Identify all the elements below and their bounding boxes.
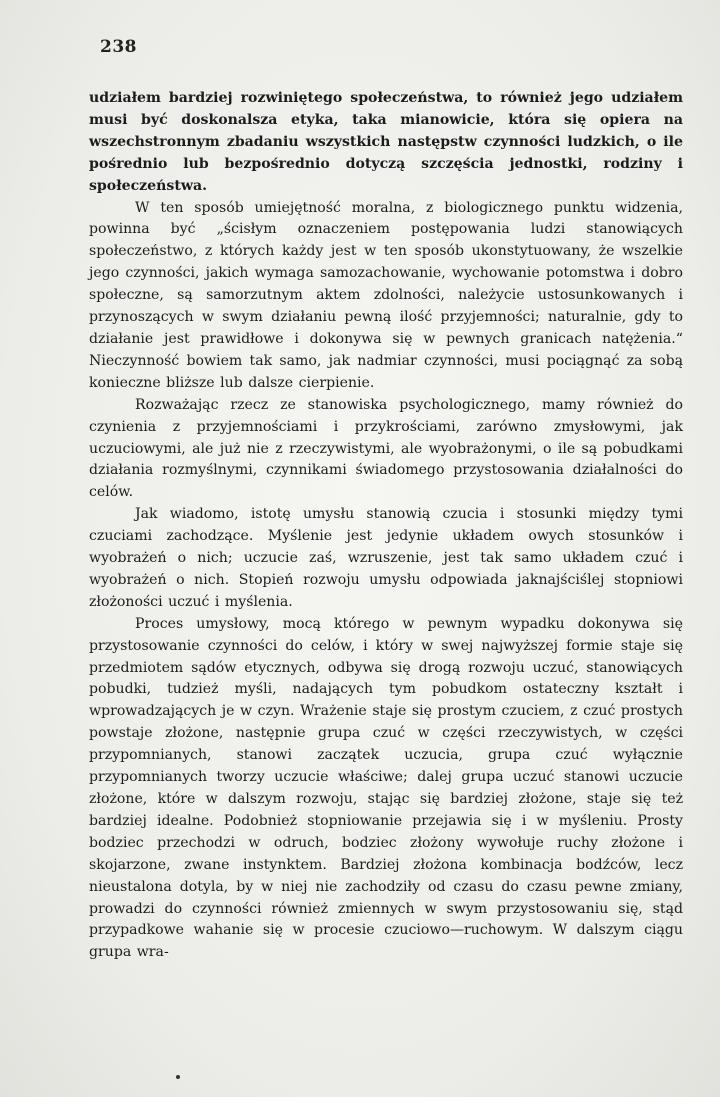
paragraph-3: Rozważając rzecz ze stanowiska psychologicznego, mamy również do czynienia z przyjemnościami i przykrościami, zarówno zmysłowymi, jak uczuciowymi, ale już nie z rzeczywistymi, ale wyobrażonymi, o ile są pobudkami działania rozmyślnymi, czynnikami świadomego przystosowania działalności do celów. — [89, 396, 683, 501]
paragraph-1: udziałem bardziej rozwiniętego społeczeństwa, to również jego udziałem musi być doskonalsza etyka, taka mianowicie, która się opiera na wszechstronnym zbadaniu wszystkich następstw czynności ludzkich, o ile pośrednio lub bezpośrednio dotyczą szczęścia jednostki, rodziny i społeczeństwa. — [89, 90, 683, 194]
body-text — [89, 88, 683, 964]
page-number: 238 — [100, 37, 137, 57]
paragraph-4: Jak wiadomo, istotę umysłu stanowią czucia i stosunki między tymi czuciami zachodzące. Myślenie jest jedynie układem owych stosunków i wyobrażeń o nich; uczucie zaś, wzruszenie, jest tak samo układem czuć i wyobrażeń o nich. Stopień rozwoju umysłu odpowiada jaknajściślej stopniowi złożoności uczuć i myślenia. — [89, 506, 683, 610]
ink-speck — [176, 1075, 180, 1079]
paragraph-5: Proces umysłowy, mocą którego w pewnym wypadku dokonywa się przystosowanie czynności do celów, i który w swej najwyższej formie staje się przedmiotem sądów etycznych, odbywa się drogą rozwoju uczuć, stanowiących pobudki, tudzież myśli, nadających tym pobudkom ostateczny kształt i wprowadzających je w czyn. Wrażenie staje się prostym czuciem, z czuć prostych powstaje złożone, następnie grupa czuć w części rzeczywistych, w części przypomnianych, stanowi zaczątek uczucia, grupa czuć wyłącznie przypomnianych tworzy uczucie właściwe; dalej grupa uczuć stanowi uczucie złożone, które w dalszym rozwoju, stając się bardziej złożone, staje się też bardziej idealne. Podobnież stopniowanie przejawia się i w myśleniu. Prosty bodziec przechodzi w odruch, bodziec złożony wywołuje ruchy złożone i skojarzone, zwane instynktem. Bardziej złożona kombinacja bodźców, lecz nieustalona dotyla, by w niej nie zachodziły od czasu do czasu pewne zmiany, prowadzi do czynności również zmiennych w swym przystosowaniu się, stąd przypadkowe wahanie się w procesie czuciowo—ruchowym. W dalszym ciągu grupa wra- — [89, 615, 683, 961]
paragraph-2: W ten sposób umiejętność moralna, z biologicznego punktu widzenia, powinna być „ścisłym oznaczeniem postępowania ludzi stanowiących społeczeństwo, z których każdy jest w ten sposób ukonstytuowany, że wszelkie jego czynności, jakich wymaga samozachowanie, wychowanie potomstwa i dobro społeczne, są samorzutnym aktem zdolności, należycie ustosunkowanych i przynoszących w swym działaniu pewną ilość przyjemności; naturalnie, gdy to działanie jest prawidłowe i dokonywa się w pewnych granicach natężenia.“ Nieczynność bowiem tak samo, jak nadmiar czynności, musi pociągnąć za sobą konieczne bliższe lub dalsze cierpienie. — [89, 199, 683, 391]
